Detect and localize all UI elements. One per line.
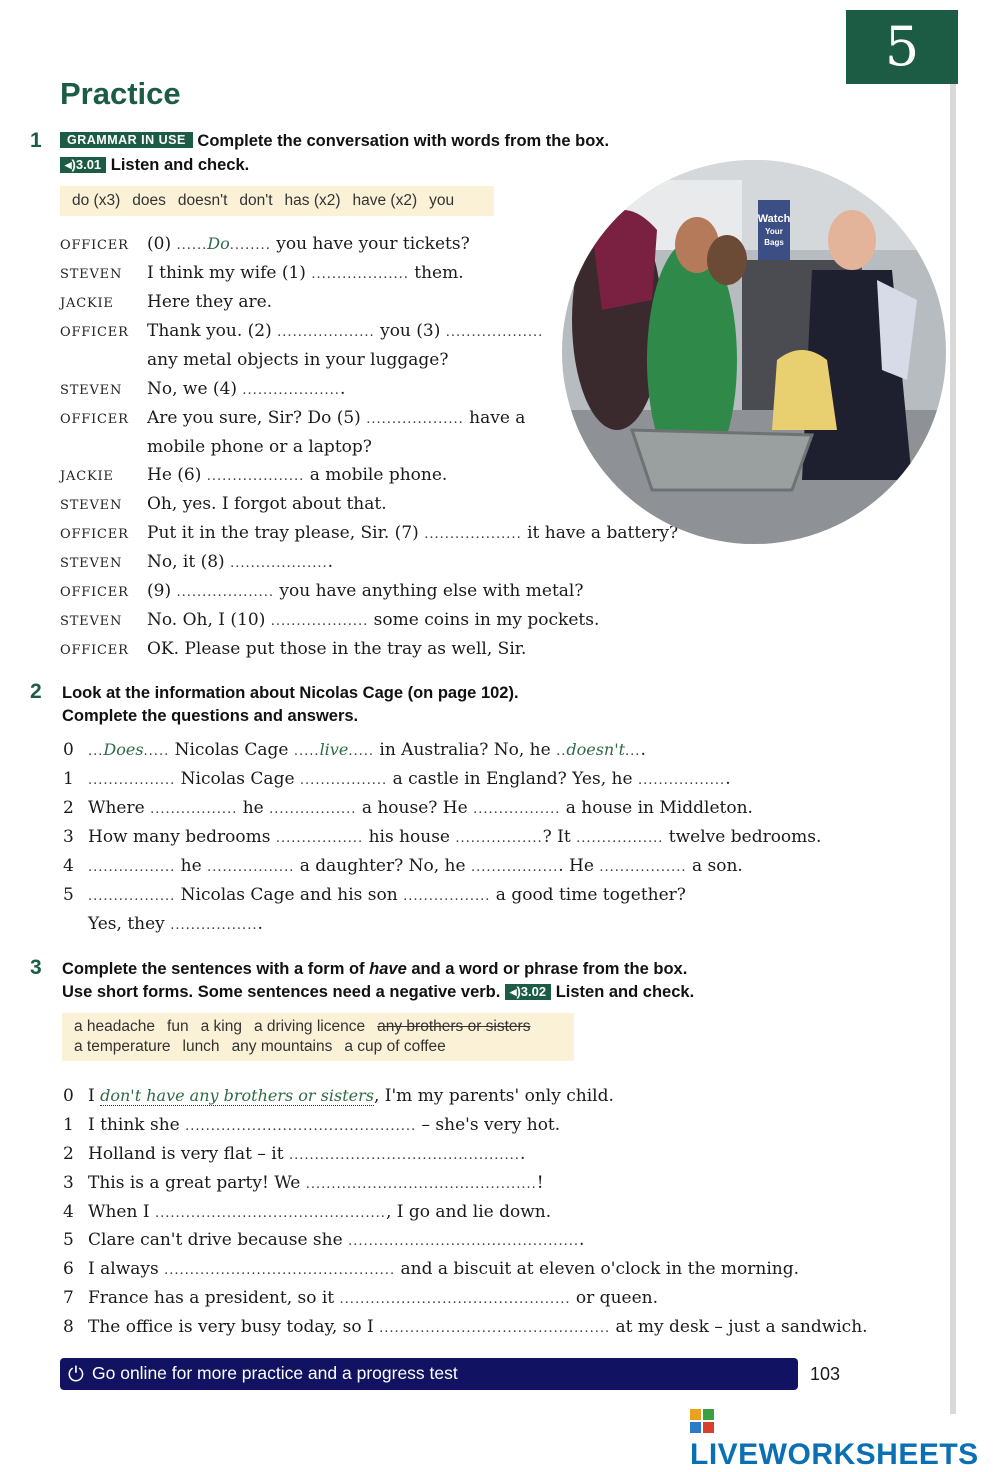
answer-blank[interactable]: .................: [170, 918, 258, 933]
ex2-item-4: ................. he ................. a daughter? No, he .................. He ................. a son.: [88, 856, 743, 876]
speaker-label: JACKIE: [60, 469, 114, 484]
ex2-item-0: ...Does..... Nicolas Cage .....live..... in Australia? No, he ..doesn't....: [88, 740, 646, 760]
ex2-item-2: Where ................. he ................. a house? He ................. a house in Middleton.: [88, 798, 753, 818]
ex2-item-3: How many bedrooms ................. his house .................? It ................. twelve bedrooms.: [88, 827, 822, 847]
answer-doesnt: doesn't: [566, 740, 626, 759]
answer-blank[interactable]: ...................: [176, 585, 275, 600]
ex3-item-2: Holland is very flat – it ..............................................: [88, 1144, 526, 1164]
ex3-item-5: Clare can't drive because she ..............................................: [88, 1230, 585, 1250]
svg-text:Bags: Bags: [764, 238, 784, 247]
svg-text:Watch: Watch: [757, 213, 791, 225]
dialogue-line-3: Thank you. (2) ................... you (3) ...................: [147, 321, 544, 341]
exercise-2-instruction-1: Look at the information about Nicolas Cage (on page 102).: [62, 684, 519, 702]
speaker-icon: ◂): [65, 157, 76, 172]
answer-does: Does: [103, 740, 144, 759]
answer-blank[interactable]: .................: [403, 889, 491, 904]
exercise-1-number: 1: [30, 129, 42, 152]
item-number: 0: [63, 740, 74, 760]
ex3-item-6: I always ............................................. and a biscuit at eleven o'clock in the morning.: [88, 1259, 800, 1279]
answer-blank[interactable]: .................: [299, 773, 388, 788]
dialogue-line-8: He (6) ................... a mobile phone.: [147, 465, 448, 485]
answer-example: don't have any brothers or sisters: [100, 1086, 374, 1105]
answer-blank[interactable]: .............................................: [154, 1206, 386, 1221]
grammar-in-use-tag: GRAMMAR IN USE: [60, 132, 193, 148]
audio-track-button[interactable]: ◂)3.01: [60, 157, 106, 173]
airport-security-photo: [562, 160, 946, 544]
audio-track-button[interactable]: ◂)3.02: [505, 984, 551, 1000]
answer-blank[interactable]: ...................: [366, 412, 464, 427]
answer-blank[interactable]: ...................: [424, 527, 522, 542]
item-number: 4: [63, 856, 74, 876]
answer-blank[interactable]: ...................: [277, 325, 375, 340]
answer-0: Do: [207, 234, 230, 253]
speaker-label: STEVEN: [60, 556, 123, 571]
answer-blank[interactable]: .................: [207, 860, 295, 875]
answer-blank[interactable]: ...................: [311, 267, 409, 282]
item-number: 1: [63, 769, 74, 789]
dialogue-line-10: Put it in the tray please, Sir. (7) ................... it have a battery?: [147, 523, 679, 543]
ex2-item-5: ................. Nicolas Cage and his son ................. a good time together?: [88, 885, 686, 905]
exercise-3-number: 3: [30, 956, 42, 979]
answer-blank[interactable]: .................: [88, 889, 176, 904]
svg-text:Your: Your: [765, 227, 783, 236]
answer-blank[interactable]: ...................: [206, 469, 305, 484]
answer-blank[interactable]: ...................: [270, 614, 369, 629]
ex3-item-3: This is a great party! We .............................................!: [88, 1173, 544, 1193]
item-number: 7: [63, 1288, 74, 1308]
dialogue-line-14: OK. Please put those in the tray as well, Sir.: [147, 639, 527, 659]
speaker-label: STEVEN: [60, 267, 123, 282]
exercise-1-instruction: GRAMMAR IN USE Complete the conversation with words from the box.: [60, 132, 609, 151]
speaker-label: OFFICER: [60, 412, 129, 427]
power-icon: ⏻: [68, 1362, 84, 1386]
item-number: 2: [63, 798, 74, 818]
answer-blank[interactable]: .................: [455, 831, 543, 846]
exercise-3-instruction-1: Complete the sentences with a form of have and a word or phrase from the box.: [62, 960, 688, 978]
answer-blank[interactable]: .................: [637, 773, 726, 788]
dialogue-line-4: any metal objects in your luggage?: [147, 350, 449, 370]
exercise-2-number: 2: [30, 680, 42, 703]
speaker-label: JACKIE: [60, 296, 114, 311]
ex2-item-5-answer: Yes, they ..................: [88, 914, 263, 934]
speaker-label: OFFICER: [60, 643, 129, 658]
dialogue-line-5: No, we (4) ....................: [147, 379, 346, 399]
page-number: 103: [810, 1364, 841, 1384]
answer-blank[interactable]: .................: [269, 802, 357, 817]
answer-blank[interactable]: .................: [599, 860, 687, 875]
speaker-label: OFFICER: [60, 238, 129, 253]
dialogue-line-12: (9) ................... you have anything else with metal?: [147, 581, 584, 601]
answer-blank[interactable]: .................: [470, 860, 559, 875]
answer-blank[interactable]: ...................: [242, 383, 340, 398]
answer-blank[interactable]: .............................................: [164, 1263, 396, 1278]
answer-blank[interactable]: .............................................: [288, 1148, 520, 1163]
speaker-icon: ◂): [509, 984, 521, 999]
unit-number-tab: 5: [846, 10, 958, 84]
item-number: 3: [63, 1173, 74, 1193]
speaker-label: STEVEN: [60, 498, 123, 513]
dialogue-line-11: No, it (8) ....................: [147, 552, 333, 572]
dialogue-line-6: Are you sure, Sir? Do (5) ................... have a: [147, 408, 526, 428]
answer-blank[interactable]: .............................................: [348, 1234, 580, 1249]
item-number: 8: [63, 1317, 74, 1337]
liveworksheets-logo-icon: [690, 1409, 714, 1433]
word-box-3: a headache fun a king a driving licence any brothers or sisters a temperature lunch any mountains a cup of coffee: [62, 1013, 574, 1061]
exercise-2-instruction-2: Complete the questions and answers.: [62, 707, 359, 725]
dialogue-line-13: No. Oh, I (10) ................... some coins in my pockets.: [147, 610, 600, 630]
item-number: 0: [63, 1086, 74, 1106]
answer-blank[interactable]: .................: [88, 860, 176, 875]
answer-live: live: [319, 740, 349, 759]
speaker-label: OFFICER: [60, 585, 129, 600]
answer-blank[interactable]: .................: [150, 802, 238, 817]
answer-blank[interactable]: .................: [275, 831, 364, 846]
dialogue-line-1: I think my wife (1) ................... them.: [147, 263, 464, 283]
dialogue-line-0: (0) ......Do........ you have your tickets?: [147, 234, 470, 254]
speaker-label: STEVEN: [60, 614, 123, 629]
answer-blank[interactable]: .................: [88, 773, 176, 788]
dialogue-line-7: mobile phone or a laptop?: [147, 437, 372, 457]
margin-rule: [950, 84, 956, 1414]
answer-blank[interactable]: ...................: [445, 325, 544, 340]
exercise-3-instruction-2: Use short forms. Some sentences need a negative verb. ◂)3.02 Listen and check.: [62, 983, 695, 1001]
page-title: Practice: [60, 76, 181, 111]
exercise-1-audio-line: ◂)3.01 Listen and check.: [60, 156, 249, 175]
dialogue-line-9: Oh, yes. I forgot about that.: [147, 494, 387, 514]
online-practice-text: Go online for more practice and a progress test: [92, 1363, 458, 1383]
ex3-item-8: The office is very busy today, so I ............................................. at my desk – just a sandwich.: [88, 1317, 868, 1337]
word-box-1: do (x3) does doesn't don't has (x2) have (x2) you: [60, 186, 494, 216]
used-example-word: any brothers or sisters: [377, 1018, 531, 1035]
answer-blank[interactable]: .............................................: [305, 1177, 537, 1192]
answer-blank[interactable]: .............................................: [379, 1321, 611, 1336]
item-number: 1: [63, 1115, 74, 1135]
answer-blank[interactable]: ...................: [230, 556, 328, 571]
ex3-item-1: I think she ............................................. – she's very hot.: [88, 1115, 561, 1135]
item-number: 6: [63, 1259, 74, 1279]
speaker-label: STEVEN: [60, 383, 123, 398]
dialogue-line-2: Here they are.: [147, 292, 273, 312]
item-number: 5: [63, 885, 74, 905]
ex2-item-1: ................. Nicolas Cage ................. a castle in England? Yes, he ..................: [88, 769, 731, 789]
item-number: 5: [63, 1230, 74, 1250]
ex3-item-7: France has a president, so it ............................................. or queen.: [88, 1288, 658, 1308]
online-practice-banner[interactable]: [60, 1358, 798, 1390]
liveworksheets-watermark: LIVEWORKSHEETS: [690, 1404, 1000, 1472]
item-number: 4: [63, 1202, 74, 1222]
item-number: 3: [63, 827, 74, 847]
ex3-item-4: When I ............................................., I go and lie down.: [88, 1202, 552, 1222]
answer-blank[interactable]: .................: [576, 831, 664, 846]
answer-blank[interactable]: .............................................: [185, 1119, 417, 1134]
speaker-label: OFFICER: [60, 527, 129, 542]
answer-blank[interactable]: .............................................: [339, 1292, 571, 1307]
item-number: 2: [63, 1144, 74, 1164]
speaker-label: OFFICER: [60, 325, 129, 340]
ex3-item-0: I don't have any brothers or sisters, I'm my parents' only child.: [88, 1086, 614, 1106]
answer-blank[interactable]: .................: [473, 802, 561, 817]
